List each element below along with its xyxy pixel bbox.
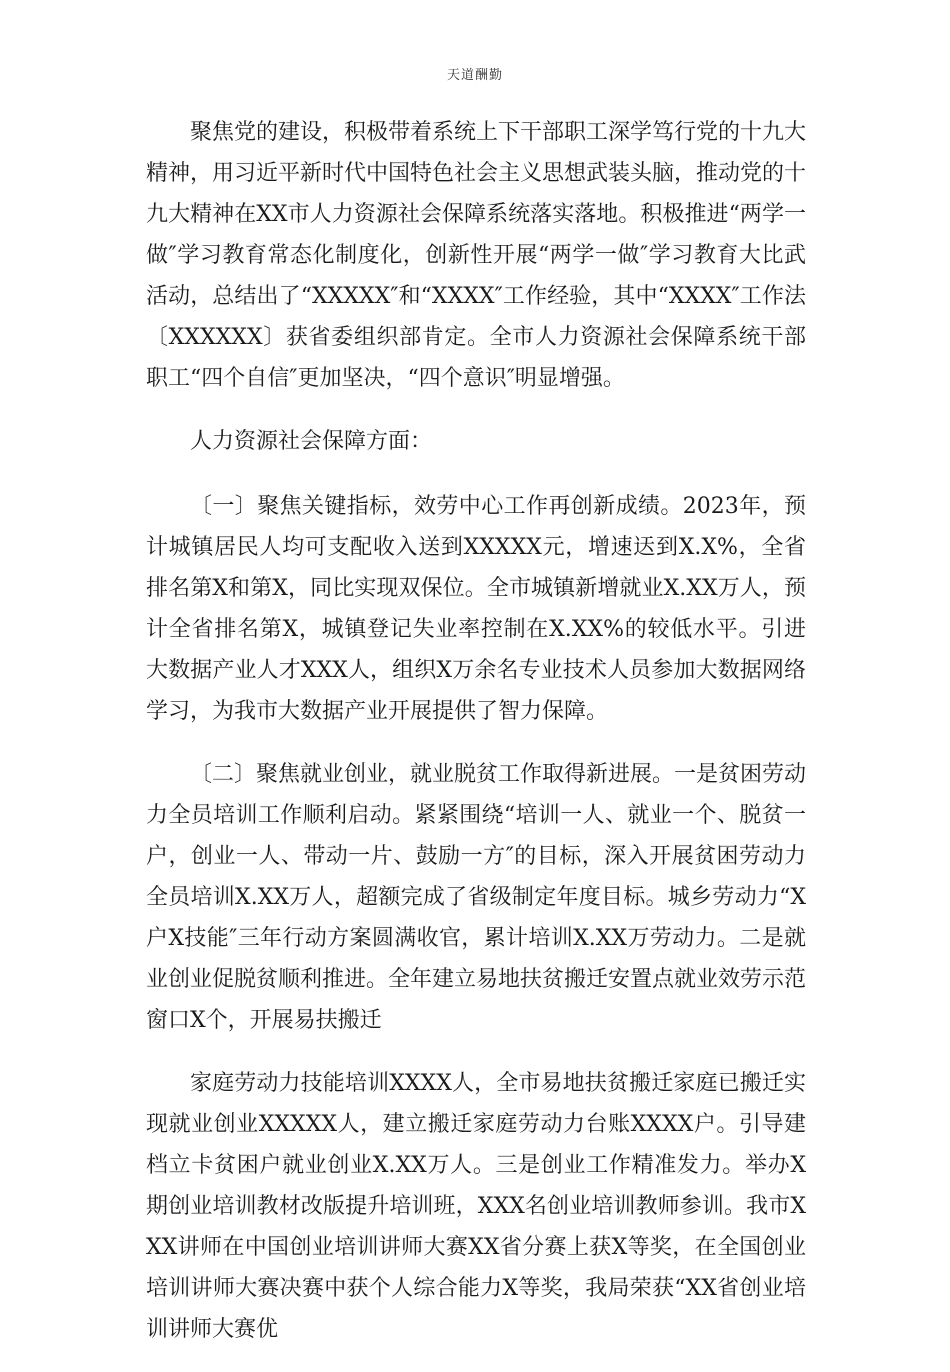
page-header: 天道酬勤 bbox=[446, 68, 503, 83]
paragraph-skills-training: 家庭劳动力技能培训XXXX人，全市易地扶贫搬迁家庭已搬迁实现就业创业XXXXX人，建立搬迁家庭劳动力台账XXXX户。引导建档立卡贫困户就业创业X.XX万人。三是创业工作精准发力。举办X期创业培训教材改版提升培训班，XXX名创业培训教师参训。我市XXX讲师在中国创业培训讲师大赛XX省分赛上获X等奖，在全国创业培训讲师大赛决赛中获个人综合能力X等奖，我局荣获“XX省创业培训讲师大赛优 bbox=[146, 1071, 806, 1342]
document-body bbox=[146, 112, 806, 1372]
section-heading-hr-social-security: 人力资源社会保障方面： bbox=[190, 429, 433, 454]
paragraph-employment-entrepreneurship: 〔二〕聚焦就业创业，就业脱贫工作取得新进展。一是贫困劳动力全员培训工作顺利启动。紧紧围绕“培训一人、就业一个、脱贫一户，创业一人、带动一片、鼓励一方″的目标，深入开展贫困劳动力全员培训X.XX万人，超额完成了省级制定年度目标。城乡劳动力“X户X技能″三年行动方案圆满收官，累计培训X.XX万劳动力。二是就业创业促脱贫顺利推进。全年建立易地扶贫搬迁安置点就业效劳示范窗口X个，开展易扶搬迁 bbox=[146, 762, 807, 1033]
paragraph-party-building: 聚焦党的建设，积极带着系统上下干部职工深学笃行党的十九大精神，用习近平新时代中国特色社会主义思想武装头脑，推动党的十九大精神在XX市人力资源社会保障系统落实落地。积极推进“两学一做″学习教育常态化制度化，创新性开展“两学一做″学习教育大比武活动，总结出了“XXXXX″和“XXXX″工作经验，其中“XXXX″工作法〔XXXXXX〕获省委组织部肯定。全市人力资源社会保障系统干部职工“四个自信″更加坚决，“四个意识″明显增强。 bbox=[146, 120, 807, 391]
paragraph-key-indicators: 〔一〕聚焦关键指标，效劳中心工作再创新成绩。2023年，预计城镇居民人均可支配收入送到XXXXX元，增速迗到X.X%，全省排名第X和第X，同比实现双保位。全市城镇新增就业X.XX万人，预计全省排名第X，城镇登记失业率控制在X.XX%的较低水平。引进大数据产业人才XXX人，组织X万余名专业技术人员参加大数据网络学习，为我市大数据产业开展提供了智力保障。 bbox=[146, 494, 806, 724]
